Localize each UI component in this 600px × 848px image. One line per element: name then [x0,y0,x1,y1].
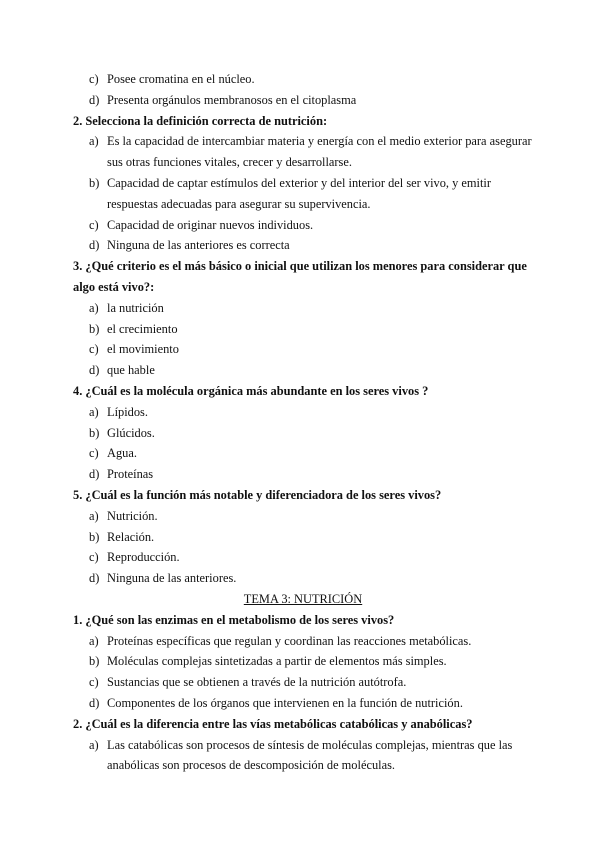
question-block [73,485,533,589]
option-marker: a) [89,737,99,752]
question-block [73,610,533,714]
option-marker: a) [89,134,99,149]
option-marker: b) [89,654,100,669]
question-block [73,256,533,381]
continuation-options [73,69,533,111]
option-item [73,568,533,589]
option-text: Capacidad de originar nuevos individuos. [107,217,314,232]
option-text: Proteínas [107,467,154,482]
option-item [73,235,533,256]
option-marker: c) [89,675,99,690]
option-marker: a) [89,404,99,419]
question-title: 2. Selecciona la definición correcta de nutrición: [73,113,328,128]
option-marker: a) [89,508,99,523]
option-marker: c) [89,550,99,565]
option-text: Es la capacidad de intercambiar materia y energía con el medio exterior para asegurar sus otras funciones vitales, crecer y desarrollarse. [107,134,532,170]
option-item [73,360,533,381]
option-text: Sustancias que se obtienen a través de la nutrición autótrofa. [107,675,407,690]
option-text: Proteínas específicas que regulan y coordinan las reacciones metabólicas. [107,633,472,648]
question-title: 1. ¿Qué son las enzimas en el metabolismo de los seres vivos? [73,612,395,627]
option-item [73,693,533,714]
option-marker: c) [89,342,99,357]
option-text: Agua. [107,446,137,461]
option-text: que hable [107,363,155,378]
option-text: Lípidos. [107,404,148,419]
option-marker: b) [89,529,100,544]
option-text: la nutrición [107,300,164,315]
option-text: Componentes de los órganos que intervienen en la función de nutrición. [107,695,463,710]
question-block [73,111,533,257]
option-marker: c) [89,72,99,86]
option-marker: a) [89,300,99,315]
option-item [73,173,533,215]
option-marker: b) [89,175,100,190]
option-text: Reproducción. [107,550,180,565]
option-text: Relación. [107,529,155,544]
option-item [73,506,533,527]
option-item [73,464,533,485]
option-marker: d) [89,571,100,586]
option-text: Nutrición. [107,508,158,523]
option-item [73,547,533,568]
question-block [73,714,533,776]
option-text: Presenta orgánulos membranosos en el citoplasma [107,92,357,107]
option-item [73,90,533,111]
option-marker: d) [89,238,100,253]
question-block [73,381,533,485]
option-text: Ninguna de las anteriores. [107,571,237,586]
option-text: el crecimiento [107,321,178,336]
option-text: Ninguna de las anteriores es correcta [107,238,290,253]
option-item [73,69,533,90]
option-marker: d) [89,363,100,378]
option-item [73,672,533,693]
option-item [73,298,533,319]
option-item [73,423,533,444]
option-item [73,651,533,672]
option-item [73,319,533,340]
option-item [73,527,533,548]
option-item [73,443,533,464]
option-marker: c) [89,217,99,232]
option-marker: d) [89,92,100,107]
option-text: Posee cromatina en el núcleo. [107,72,255,86]
option-text: el movimiento [107,342,179,357]
question-title: 4. ¿Cuál es la molécula orgánica más abundante en los seres vivos ? [73,383,429,398]
option-text: Glúcidos. [107,425,155,440]
option-text: Capacidad de captar estímulos del exterior y del interior del ser vivo, y emitir respuestas adecuadas para asegurar su supervivencia. [107,175,491,211]
option-marker: c) [89,446,99,461]
question-title: 3. ¿Qué criterio es el más básico o inicial que utilizan los menores para considerar que algo está vivo?: [73,259,527,294]
section-heading: TEMA 3: NUTRICIÓN [243,591,363,606]
option-text: Moléculas complejas sintetizadas a partir de elementos más simples. [107,654,447,669]
option-marker: d) [89,695,100,710]
option-item [73,339,533,360]
option-item [73,631,533,652]
page-content [73,69,533,776]
question-title: 2. ¿Cuál es la diferencia entre las vías metabólicas catabólicas y anabólicas? [73,716,473,731]
option-marker: d) [89,467,100,482]
option-item [73,215,533,236]
option-item [73,131,533,173]
question-title: 5. ¿Cuál es la función más notable y diferenciadora de los seres vivos? [73,487,442,502]
option-item [73,735,533,777]
option-marker: b) [89,425,100,440]
option-text: Las catabólicas son procesos de síntesis de moléculas complejas, mientras que las anabólicas son procesos de descomposición de moléculas. [107,737,513,773]
option-marker: b) [89,321,100,336]
option-item [73,402,533,423]
option-marker: a) [89,633,99,648]
